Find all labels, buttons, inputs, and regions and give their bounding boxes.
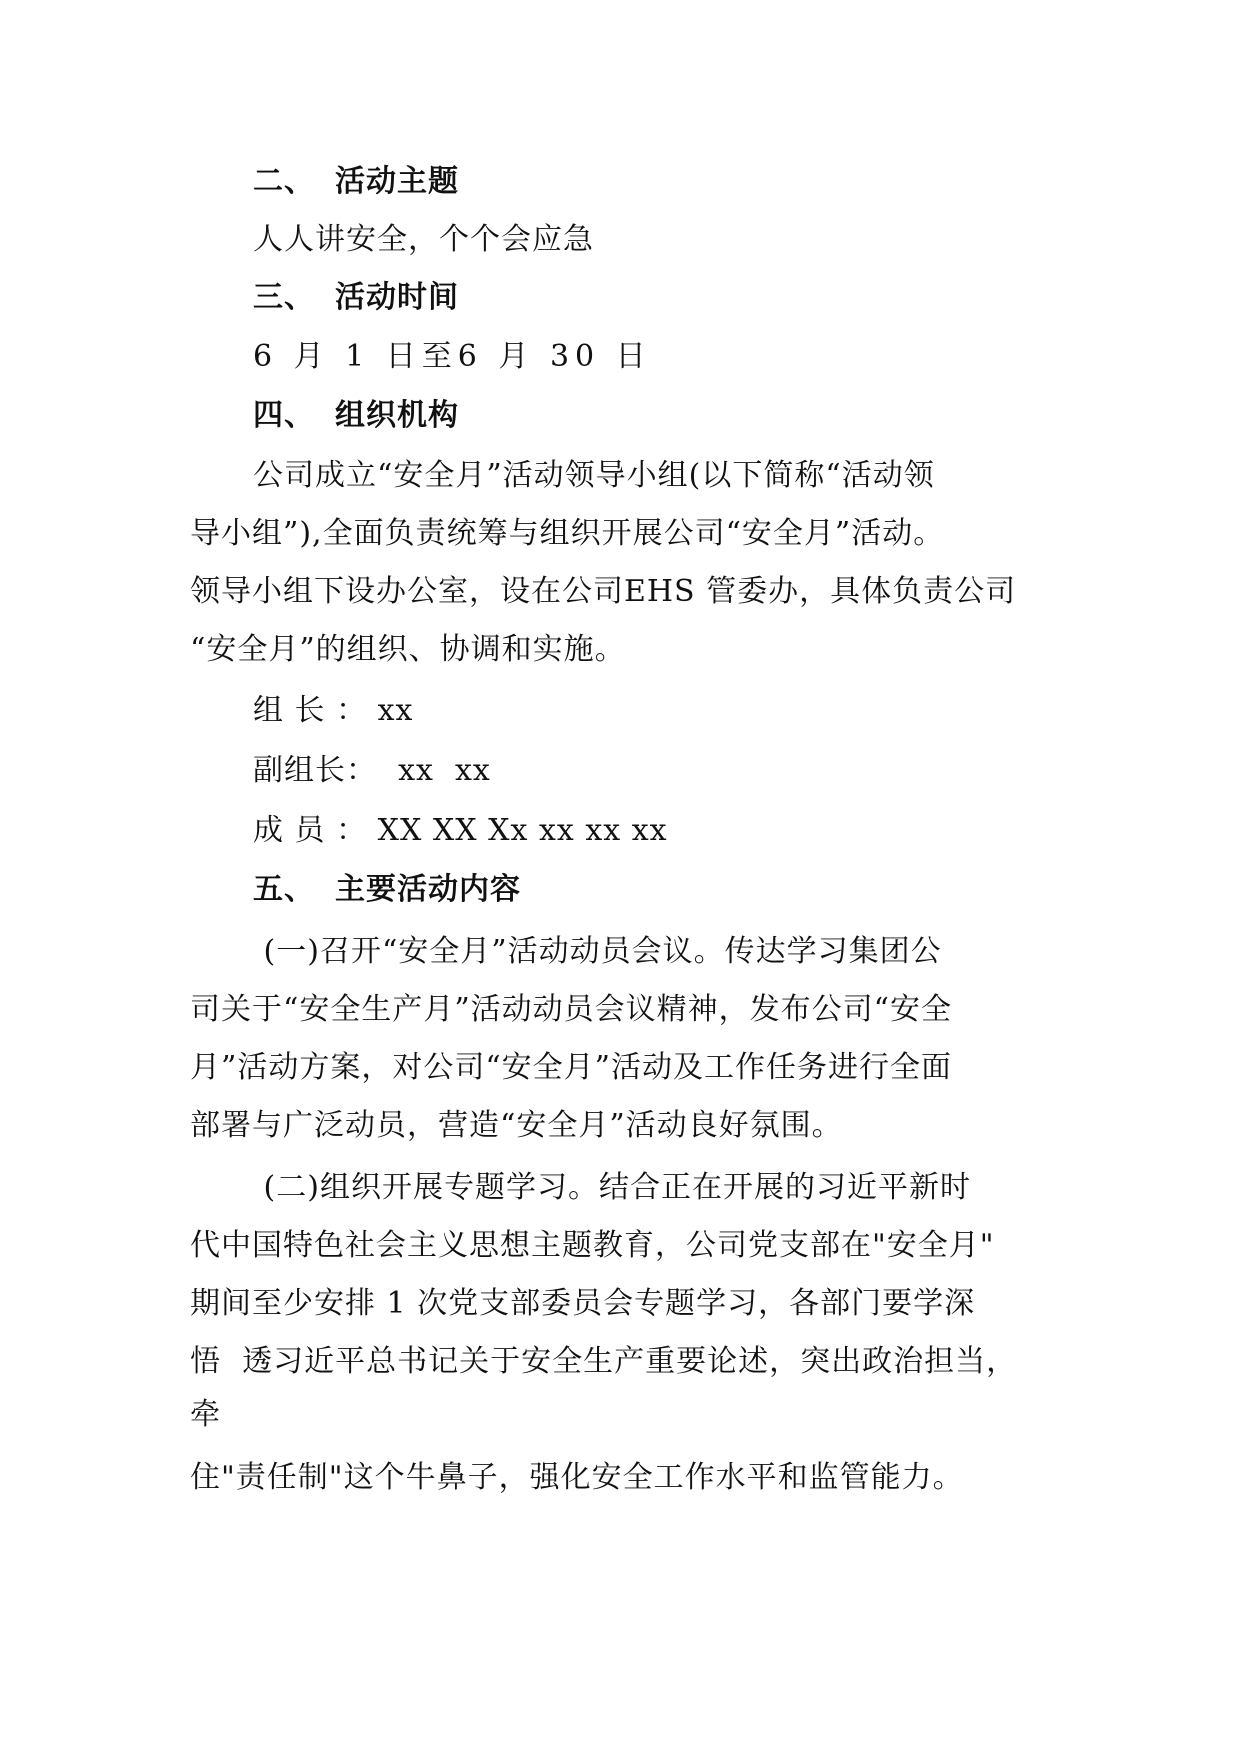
activity-item2-line: 代中国特色社会主义思想主题教育，公司党支部在"安全月" [190,1228,995,1263]
organization-paragraph-line: 领导小组下设办公室，设在公司EHS 管委办，具体负责公司 [190,574,1017,609]
activity-item1-line: (一)召开“安全月”活动动员会议。传达学习集团公 [253,934,942,969]
theme-text: 人人讲安全，个个会应急 [253,222,594,257]
member-row-deputy [253,751,491,791]
member-row-members [253,811,668,851]
activity-item1-line: 司关于“安全生产月”活动动员会议精神，发布公司“安全 [190,992,953,1027]
activity-item1-line: 月”活动方案，对公司“安全月”活动及工作任务进行全面 [190,1050,953,1085]
activity-item2-line: 期间至少安排 1 次党支部委员会专题学习，各部门要学深 [190,1286,976,1321]
member-label: 成 员 ： [253,813,368,848]
member-value: xx [377,693,414,728]
section-number: 二、 [253,164,315,199]
activity-item2-line: 牵 [190,1397,221,1432]
organization-paragraph-line: 公司成立“安全月”活动领导小组(以下简称“活动领 [253,458,935,493]
section-heading-theme [253,162,459,202]
activity-item2-line: 悟 透习近平总书记关于安全生产重要论述，突出政治担当， [190,1344,1018,1379]
member-label: 副组长： [253,753,377,788]
activity-item1-line: 部署与广泛动员，营造“安全月”活动良好氛围。 [190,1108,843,1143]
section-number: 三、 [253,280,315,315]
member-value: XX XX Xx xx xx xx [377,813,668,848]
section-title: 活动主题 [335,164,459,199]
section-number: 四、 [253,398,315,433]
section-title: 组织机构 [335,398,459,433]
section-title: 活动时间 [335,280,459,315]
member-label: 组 长 ： [253,693,368,728]
section-heading-organization [253,396,459,436]
section-number: 五、 [253,872,315,907]
time-text: 6 月 1 日至6 月 30 日 [253,339,652,374]
member-value: xx xx [387,753,491,788]
section-title: 主要活动内容 [335,872,521,907]
activity-item2-line: (二)组织开展专题学习。结合正在开展的习近平新时 [253,1170,971,1205]
organization-paragraph-line: “安全月”的组织、协调和实施。 [190,632,626,667]
section-heading-time [253,278,459,318]
member-row-leader [253,691,413,731]
section-heading-activities [253,870,521,910]
activity-item2-line: 住"责任制"这个牛鼻子，强化安全工作水平和监管能力。 [190,1460,964,1495]
organization-paragraph-line: 导小组”),全面负责统筹与组织开展公司“安全月”活动。 [190,516,945,551]
